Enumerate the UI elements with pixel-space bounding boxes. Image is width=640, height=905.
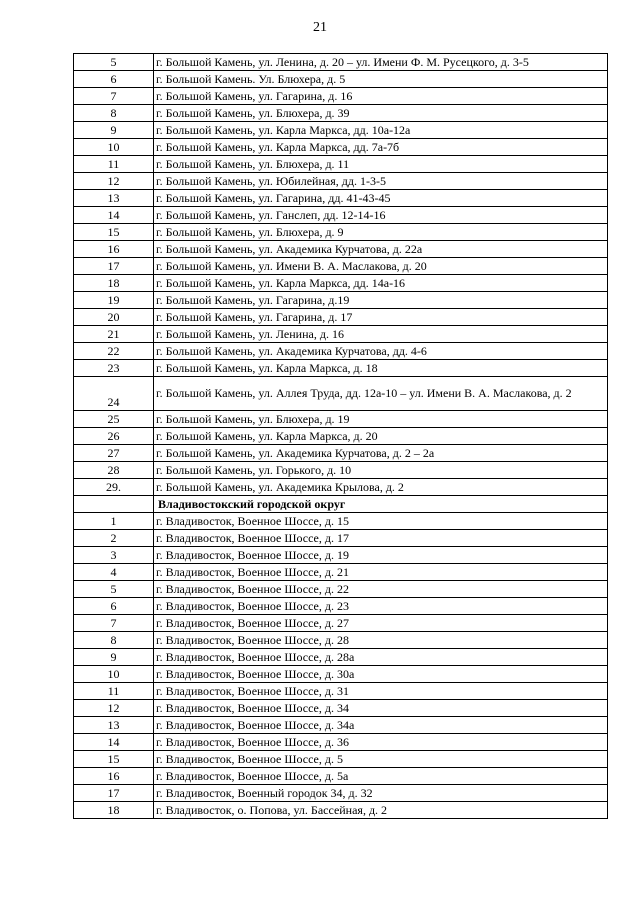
table-row [74, 377, 608, 411]
address-text: г. Большой Камень, ул. Ганслеп, дд. 12-14-16 [154, 207, 608, 224]
table-row [74, 258, 608, 275]
table-row [74, 581, 608, 598]
row-number: 5 [74, 54, 154, 71]
table-row [74, 547, 608, 564]
address-text: г. Владивосток, Военное Шоссе, д. 23 [154, 598, 608, 615]
table-row [74, 292, 608, 309]
address-text: г. Владивосток, Военное Шоссе, д. 36 [154, 734, 608, 751]
row-number: 29. [74, 479, 154, 496]
table-row [74, 513, 608, 530]
table-row [74, 428, 608, 445]
row-number: 26 [74, 428, 154, 445]
row-number: 13 [74, 717, 154, 734]
address-text: г. Большой Камень, ул. Блюхера, д. 19 [154, 411, 608, 428]
table-row [74, 802, 608, 819]
row-number: 10 [74, 666, 154, 683]
table-row [74, 632, 608, 649]
row-number: 16 [74, 241, 154, 258]
table-row [74, 445, 608, 462]
table-row [74, 156, 608, 173]
address-table [73, 53, 608, 819]
table-row [74, 241, 608, 258]
table-row [74, 360, 608, 377]
table-row [74, 326, 608, 343]
table-row [74, 88, 608, 105]
table-row [74, 683, 608, 700]
row-number [74, 496, 154, 513]
table-row [74, 615, 608, 632]
row-number: 22 [74, 343, 154, 360]
address-text: г. Большой Камень, ул. Блюхера, д. 39 [154, 105, 608, 122]
table-row [74, 717, 608, 734]
row-number: 18 [74, 275, 154, 292]
address-text: г. Владивосток, Военное Шоссе, д. 19 [154, 547, 608, 564]
address-text: г. Владивосток, Военное Шоссе, д. 31 [154, 683, 608, 700]
address-text: г. Владивосток, Военное Шоссе, д. 27 [154, 615, 608, 632]
address-text: г. Большой Камень, ул. Академика Курчатова, дд. 4-6 [154, 343, 608, 360]
table-row [74, 666, 608, 683]
row-number: 21 [74, 326, 154, 343]
row-number: 14 [74, 734, 154, 751]
row-number: 11 [74, 156, 154, 173]
address-text: г. Владивосток, Военное Шоссе, д. 5 [154, 751, 608, 768]
address-text: г. Большой Камень, ул. Блюхера, д. 11 [154, 156, 608, 173]
table-row [74, 275, 608, 292]
table-row [74, 224, 608, 241]
table-row [74, 768, 608, 785]
row-number: 7 [74, 88, 154, 105]
address-text: г. Владивосток, Военное Шоссе, д. 22 [154, 581, 608, 598]
section-header-row [74, 496, 608, 513]
row-number: 15 [74, 224, 154, 241]
address-text: г. Большой Камень, ул. Гагарина, д. 16 [154, 88, 608, 105]
table-row [74, 734, 608, 751]
row-number: 2 [74, 530, 154, 547]
table-row [74, 309, 608, 326]
address-text: г. Большой Камень, ул. Карла Маркса, дд. 14а-16 [154, 275, 608, 292]
row-number: 28 [74, 462, 154, 479]
address-text: г. Большой Камень, ул. Имени В. А. Маслакова, д. 20 [154, 258, 608, 275]
row-number: 23 [74, 360, 154, 377]
row-number: 9 [74, 122, 154, 139]
row-number: 11 [74, 683, 154, 700]
row-number: 6 [74, 598, 154, 615]
address-text: г. Владивосток, о. Попова, ул. Бассейная, д. 2 [154, 802, 608, 819]
table-row [74, 751, 608, 768]
row-number: 25 [74, 411, 154, 428]
address-text: г. Владивосток, Военное Шоссе, д. 28 [154, 632, 608, 649]
address-text: г. Владивосток, Военное Шоссе, д. 34 [154, 700, 608, 717]
table-row [74, 207, 608, 224]
row-number: 1 [74, 513, 154, 530]
table-row [74, 530, 608, 547]
page-number: 21 [313, 20, 327, 35]
address-text: г. Большой Камень, ул. Академика Крылова, д. 2 [154, 479, 608, 496]
row-number: 27 [74, 445, 154, 462]
table-row [74, 173, 608, 190]
table-row [74, 139, 608, 156]
row-number: 3 [74, 547, 154, 564]
row-number: 6 [74, 71, 154, 88]
section-title: Владивостокский городской округ [154, 496, 608, 513]
address-text: г. Большой Камень, ул. Ленина, д. 20 – ул. Имени Ф. М. Русецкого, д. 3-5 [154, 54, 608, 71]
row-number: 17 [74, 785, 154, 802]
address-text: г. Большой Камень, ул. Гагарина, д.19 [154, 292, 608, 309]
row-number: 8 [74, 105, 154, 122]
table-row [74, 122, 608, 139]
row-number: 12 [74, 173, 154, 190]
row-number: 13 [74, 190, 154, 207]
table-row [74, 343, 608, 360]
address-text: г. Владивосток, Военное Шоссе, д. 30а [154, 666, 608, 683]
address-text: г. Большой Камень, ул. Академика Курчатова, д. 2 – 2а [154, 445, 608, 462]
row-number: 8 [74, 632, 154, 649]
table-row [74, 71, 608, 88]
address-text: г. Большой Камень, ул. Академика Курчатова, д. 22а [154, 241, 608, 258]
table-row [74, 54, 608, 71]
table-row [74, 105, 608, 122]
row-number: 5 [74, 581, 154, 598]
address-text: г. Владивосток, Военное Шоссе, д. 28а [154, 649, 608, 666]
table-row [74, 479, 608, 496]
address-table-body [74, 54, 608, 819]
address-text: г. Большой Камень, ул. Карла Маркса, дд. 7а-7б [154, 139, 608, 156]
row-number: 24 [74, 377, 154, 411]
row-number: 12 [74, 700, 154, 717]
address-text: г. Владивосток, Военное Шоссе, д. 34а [154, 717, 608, 734]
address-text: г. Большой Камень, ул. Юбилейная, дд. 1-3-5 [154, 173, 608, 190]
address-text: г. Большой Камень, ул. Гагарина, д. 17 [154, 309, 608, 326]
row-number: 16 [74, 768, 154, 785]
address-text: г. Большой Камень, ул. Ленина, д. 16 [154, 326, 608, 343]
row-number: 20 [74, 309, 154, 326]
table-row [74, 649, 608, 666]
address-text: г. Владивосток, Военный городок 34, д. 32 [154, 785, 608, 802]
address-text: г. Владивосток, Военное Шоссе, д. 21 [154, 564, 608, 581]
row-number: 19 [74, 292, 154, 309]
address-text: г. Большой Камень, ул. Карла Маркса, д. 20 [154, 428, 608, 445]
address-text: г. Большой Камень, ул. Аллея Труда, дд. 12а-10 – ул. Имени В. А. Маслакова, д. 2 [154, 377, 608, 411]
address-text: г. Большой Камень. Ул. Блюхера, д. 5 [154, 71, 608, 88]
address-text: г. Владивосток, Военное Шоссе, д. 5а [154, 768, 608, 785]
table-row [74, 411, 608, 428]
row-number: 18 [74, 802, 154, 819]
table-row [74, 785, 608, 802]
row-number: 15 [74, 751, 154, 768]
row-number: 14 [74, 207, 154, 224]
row-number: 4 [74, 564, 154, 581]
row-number: 7 [74, 615, 154, 632]
table-row [74, 598, 608, 615]
row-number: 17 [74, 258, 154, 275]
row-number: 9 [74, 649, 154, 666]
address-text: г. Большой Камень, ул. Карла Маркса, дд. 10а-12а [154, 122, 608, 139]
row-number: 10 [74, 139, 154, 156]
table-row [74, 462, 608, 479]
table-row [74, 564, 608, 581]
address-text: г. Большой Камень, ул. Блюхера, д. 9 [154, 224, 608, 241]
address-text: г. Большой Камень, ул. Гагарина, дд. 41-43-45 [154, 190, 608, 207]
address-text: г. Владивосток, Военное Шоссе, д. 15 [154, 513, 608, 530]
table-row [74, 700, 608, 717]
table-row [74, 190, 608, 207]
address-text: г. Большой Камень, ул. Горького, д. 10 [154, 462, 608, 479]
address-text: г. Владивосток, Военное Шоссе, д. 17 [154, 530, 608, 547]
address-text: г. Большой Камень, ул. Карла Маркса, д. 18 [154, 360, 608, 377]
